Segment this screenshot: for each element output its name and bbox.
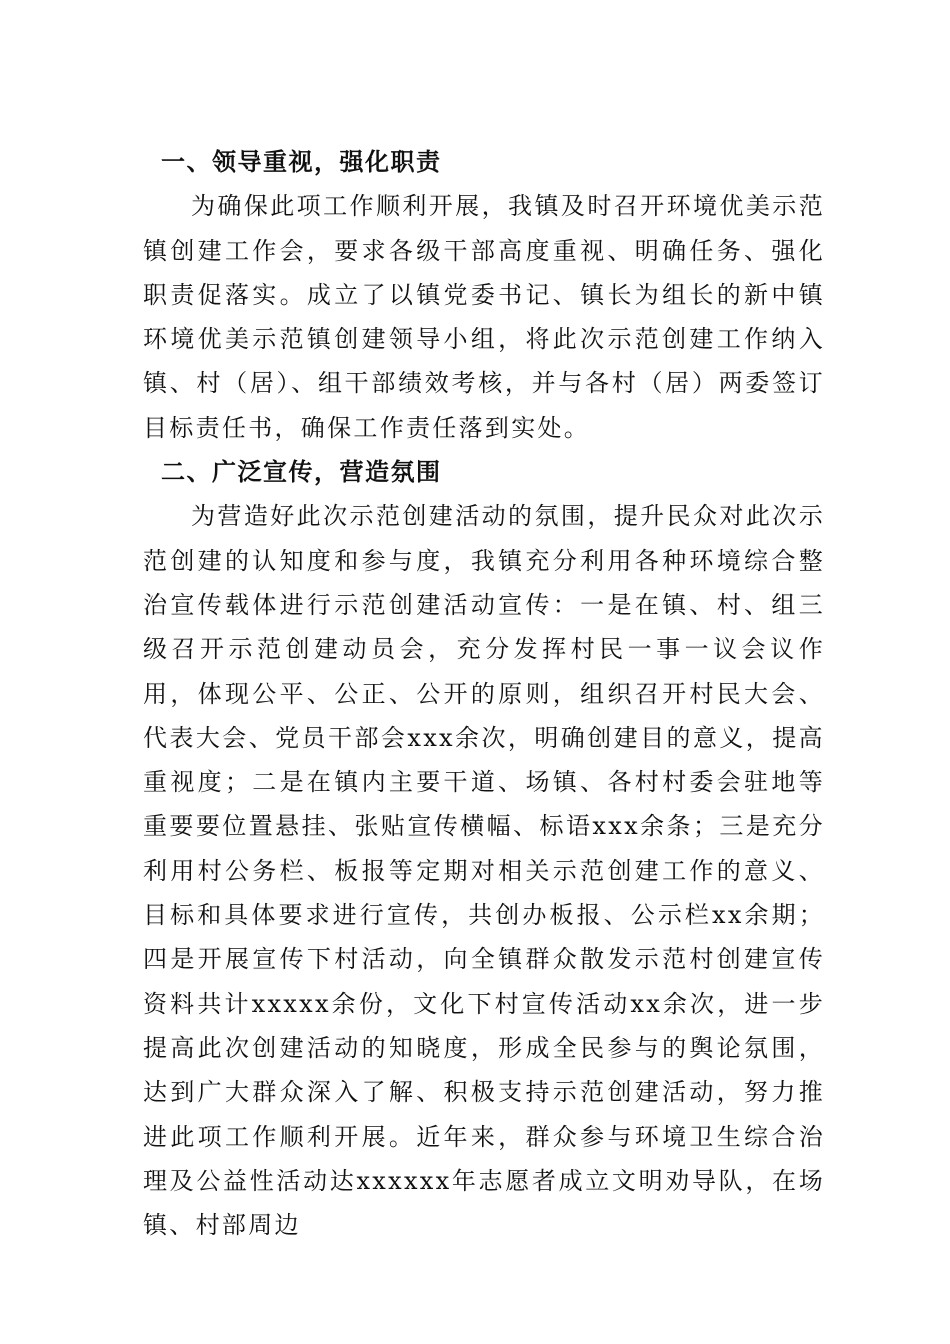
paragraph-publicity: 为营造好此次示范创建活动的氛围，提升民众对此次示范创建的认知度和参与度，我镇充分利用各种环境综合整治宣传载体进行示范创建活动宣传：一是在镇、村、组三级召开示范创建动员会，充分发挥村民一事一议会议作用，体现公平、公正、公开的原则，组织召开村民大会、代表大会、党员干部会xxx余次，明确创建目的意义，提高重视度；二是在镇内主要干道、场镇、各村村委会驻地等重要要位置悬挂、张贴宣传横幅、标语xxx余条；三是充分利用村公务栏、板报等定期对相关示范创建工作的意义、目标和具体要求进行宣传，共创办板报、公示栏xx余期；四是开展宣传下村活动，向全镇群众散发示范村创建宣传资料共计xxxxx余份，文化下村宣传活动xx余次，进一步提高此次创建活动的知晓度，形成全民参与的舆论氛围，达到广大群众深入了解、积极支持示范创建活动，努力推进此项工作顺利开展。近年来，群众参与环境卫生综合治理及公益性活动达xxxxxx年志愿者成立文明劝导队，在场镇、村部周边 [143, 502, 825, 1240]
section-heading-leadership: 一、领导重视，强化职责 [161, 148, 442, 176]
paragraph-leadership: 为确保此项工作顺利开展，我镇及时召开环境优美示范镇创建工作会，要求各级干部高度重视、明确任务、强化职责促落实。成立了以镇党委书记、镇长为组长的新中镇环境优美示范镇创建领导小组，将此次示范创建工作纳入镇、村（居）、组干部绩效考核，并与各村（居）两委签订目标责任书，确保工作责任落到实处。 [143, 192, 825, 442]
document-body [143, 140, 825, 1247]
section-heading-publicity: 二、广泛宣传，营造氛围 [161, 458, 442, 487]
